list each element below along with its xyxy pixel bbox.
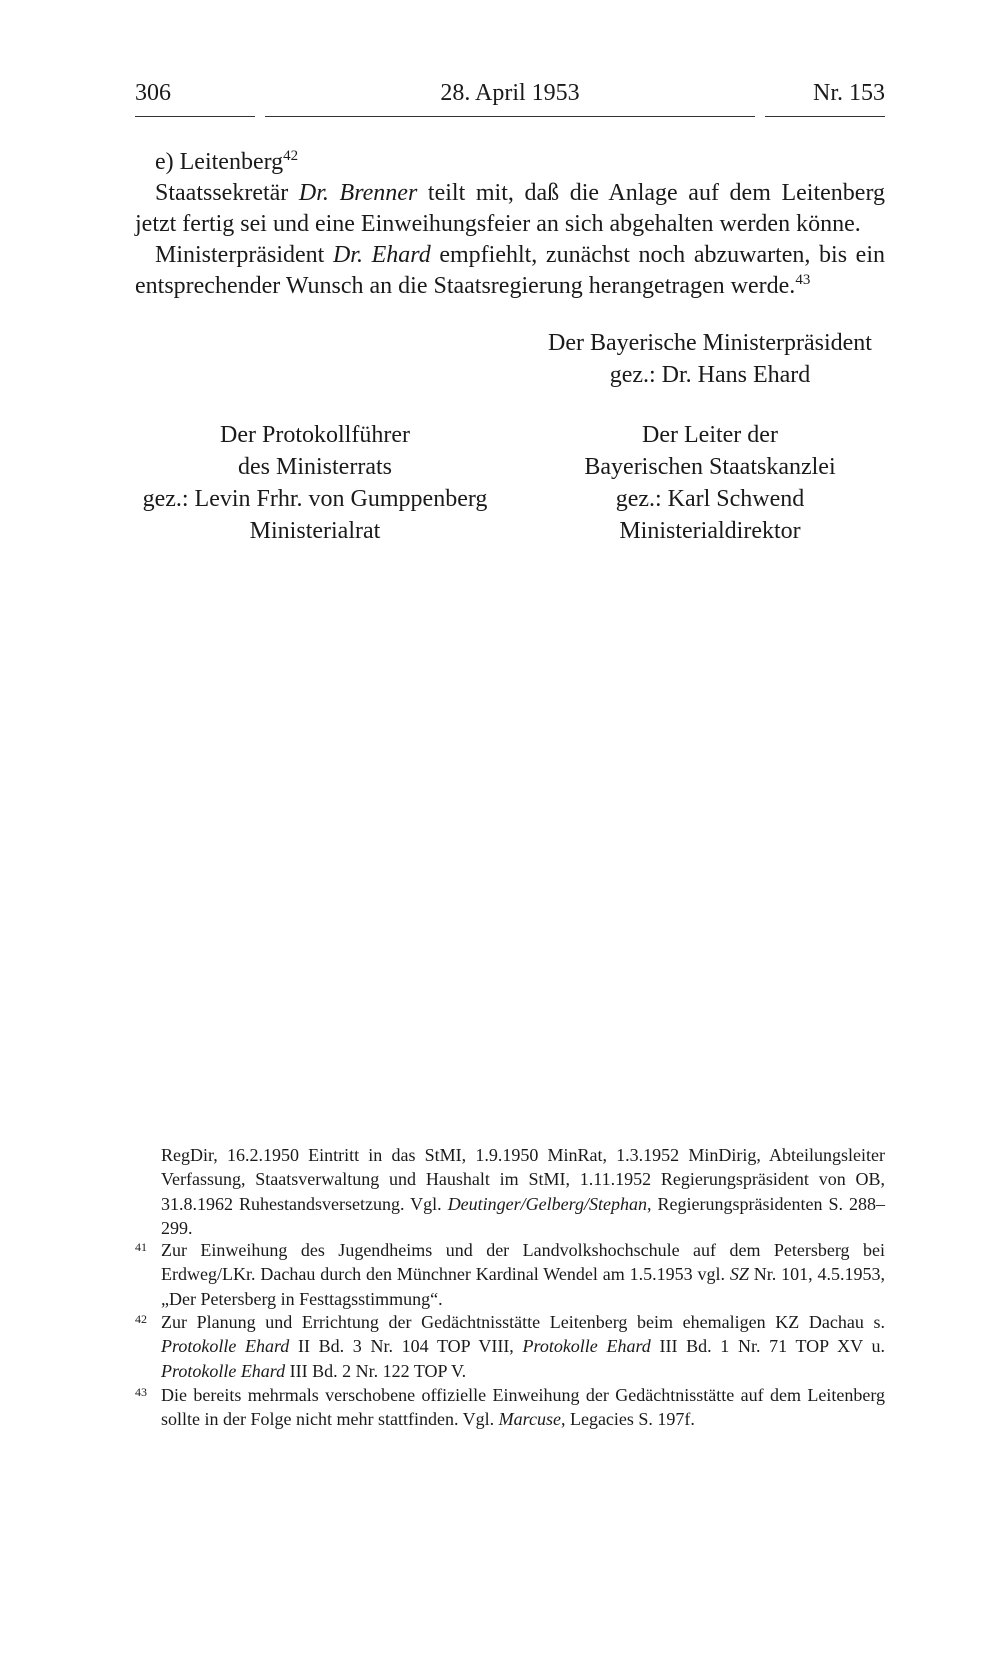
paragraph-text: empfiehlt, zunächst noch abzuwarten, bis ein entsprechender Wunsch an die Staatsregierung herangetragen werde.	[135, 242, 886, 299]
footnote-number: 43	[135, 1385, 147, 1399]
citation: Deutinger/Gelberg/Stephan	[447, 1193, 647, 1214]
signature-line: des Ministerrats	[238, 454, 392, 480]
footnote-text-part: RegDir, 16.2.1950 Eintritt in das StMI, 1.9.1950 MinRat, 1.3.1952 MinDirig, Abteilungsleiter Verfassung, Staatsverwaltung und Haushalt im StMI, 1.11.1952 Regierungspräsident von OB, 31.8.1962 Ruhestandsversetzung. Vgl.	[161, 1145, 885, 1214]
citation: Protokolle Ehard	[522, 1336, 651, 1357]
header-issue-number: Nr. 153	[813, 80, 885, 106]
signature-line: Ministerialdirektor	[619, 518, 801, 544]
footnote-ref-42: 42	[283, 148, 299, 164]
paragraph-text: teilt mit, daß die Anlage auf dem Leitenberg jetzt fertig sei und eine Einweihungsfeier an sich abgehalten werden könne.	[135, 180, 886, 237]
header-rule-right	[765, 116, 885, 117]
section-heading	[135, 147, 885, 178]
signature-protocol-keeper	[135, 419, 495, 547]
person-name: Dr. Ehard	[332, 242, 431, 268]
header-date: 28. April 1953	[440, 80, 580, 106]
footnote-text	[161, 1383, 885, 1432]
footnote-text-part: II Bd. 3 Nr. 104 TOP VIII,	[289, 1336, 523, 1357]
footnote-41	[135, 1238, 885, 1311]
footnote-42	[135, 1310, 885, 1383]
footnote-43	[135, 1383, 885, 1432]
signature-line: Der Leiter der	[642, 422, 778, 448]
citation: SZ	[729, 1264, 749, 1285]
footnote-text	[161, 1238, 885, 1311]
paragraph-brenner	[135, 178, 885, 240]
citation: Protokolle Ehard	[161, 1360, 286, 1381]
footnote-number: 42	[135, 1312, 147, 1326]
person-name: Dr. Brenner	[298, 180, 418, 206]
citation: Marcuse	[498, 1409, 561, 1430]
footnote-text-part: Nr. 101, 4.5.1953, „Der Petersberg in Festtagsstimmung“.	[161, 1264, 885, 1309]
paragraph-ehard	[135, 240, 885, 302]
footnote-text-part: , Legacies S. 197f.	[560, 1409, 695, 1430]
footnote-number: 41	[135, 1240, 147, 1254]
citation: Protokolle Ehard	[161, 1336, 290, 1357]
footnote-text-part: Die bereits mehrmals verschobene offizielle Einweihung der Gedächtnisstätte auf dem Leitenberg sollte in der Folge nicht mehr stattfinden. Vgl.	[161, 1385, 885, 1430]
signature-line: Der Bayerische Ministerpräsident	[548, 330, 872, 356]
signature-line: Der Protokollführer	[220, 422, 410, 448]
footnote-text-part: Zur Einweihung des Jugendheims und der Landvolkshochschule auf dem Petersberg bei Erdweg/LKr. Dachau durch den Münchner Kardinal Wendel am 1.5.1953 vgl.	[161, 1240, 885, 1285]
header-rule-left	[135, 116, 255, 117]
section-heading-text: e) Leitenberg	[155, 149, 284, 175]
paragraph-text: Ministerpräsident	[155, 242, 333, 268]
footnote-text-part: Zur Planung und Errichtung der Gedächtnisstätte Leitenberg beim ehemaligen KZ Dachau s.	[161, 1312, 885, 1332]
footnote-text-part: III Bd. 1 Nr. 71 TOP XV u.	[650, 1336, 885, 1357]
footnote-text-part: , Regierungspräsidenten S. 288–299.	[161, 1193, 885, 1238]
footnote-ref-43: 43	[795, 272, 811, 288]
paragraph-text: Staatssekretär	[155, 180, 299, 206]
signature-line: gez.: Levin Frhr. von Gumppenberg	[142, 486, 488, 512]
footnote-text	[161, 1143, 885, 1240]
page-number: 306	[135, 80, 171, 106]
signature-line: gez.: Dr. Hans Ehard	[609, 362, 811, 388]
header-rule-center	[265, 116, 755, 117]
running-header	[135, 80, 885, 116]
footnote-text	[161, 1310, 885, 1383]
footnote-continuation	[135, 1143, 885, 1240]
footnote-text-part: III Bd. 2 Nr. 122 TOP V.	[285, 1360, 467, 1381]
signature-chancellery-head	[530, 419, 890, 547]
signature-line: Ministerialrat	[249, 518, 381, 544]
signature-minister-president	[530, 327, 890, 391]
main-text	[135, 147, 885, 302]
signature-line: Bayerischen Staatskanzlei	[584, 454, 836, 480]
signature-line: gez.: Karl Schwend	[615, 486, 805, 512]
